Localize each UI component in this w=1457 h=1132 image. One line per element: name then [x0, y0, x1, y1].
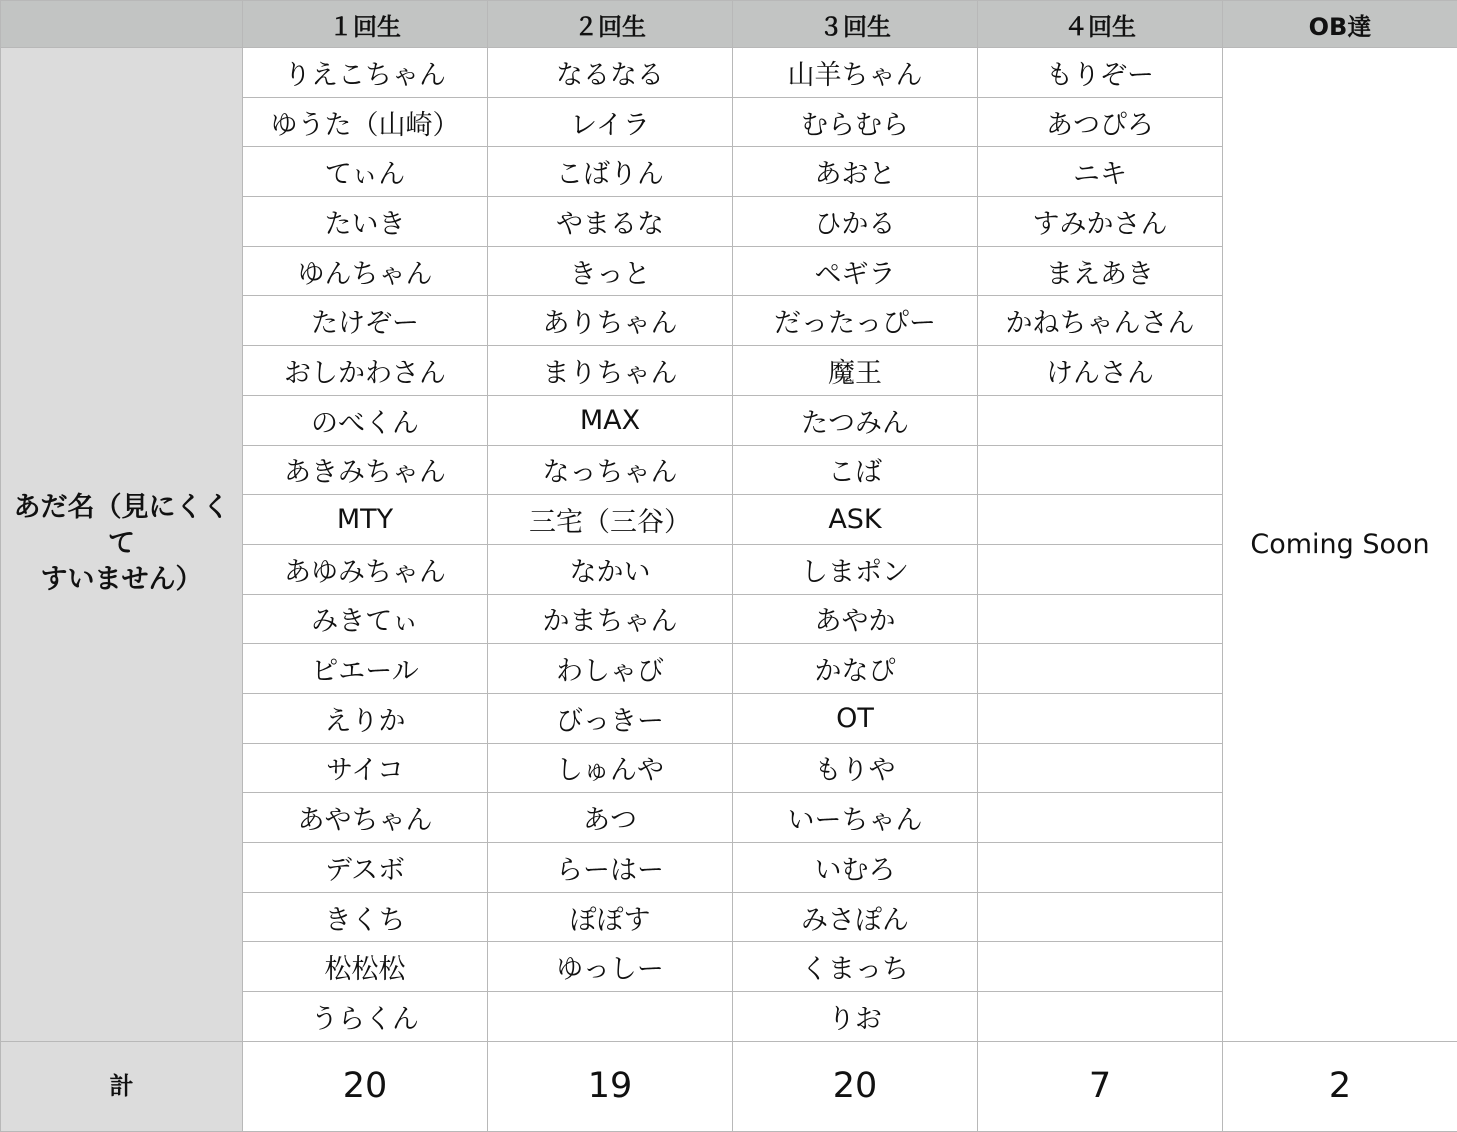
member-cell-year-3: りお: [733, 992, 978, 1042]
total-year-1: 20: [243, 1041, 488, 1131]
member-cell-year-2: かまちゃん: [488, 594, 733, 644]
member-cell-year-4: [978, 395, 1223, 445]
member-cell-year-2: ぽぽす: [488, 892, 733, 942]
header-year-4: ４回生: [978, 1, 1223, 48]
ob-coming-soon-cell: Coming Soon: [1223, 48, 1457, 1042]
roster-body: [1, 48, 1457, 1042]
member-cell-year-3: あおと: [733, 147, 978, 197]
nickname-row-label: [1, 48, 243, 1042]
member-cell-year-1: おしかわさん: [243, 346, 488, 396]
member-cell-year-1: りえこちゃん: [243, 48, 488, 98]
member-cell-year-2: MAX: [488, 395, 733, 445]
member-cell-year-2: まりちゃん: [488, 346, 733, 396]
member-cell-year-4: まえあき: [978, 246, 1223, 296]
member-cell-year-1: うらくん: [243, 992, 488, 1042]
member-cell-year-3: しまポン: [733, 544, 978, 594]
member-cell-year-2: しゅんや: [488, 743, 733, 793]
member-cell-year-4: [978, 743, 1223, 793]
member-cell-year-1: 松松松: [243, 942, 488, 992]
member-cell-year-3: だったっぴー: [733, 296, 978, 346]
member-cell-year-2: なるなる: [488, 48, 733, 98]
member-cell-year-1: みきてぃ: [243, 594, 488, 644]
member-cell-year-1: えりか: [243, 693, 488, 743]
member-cell-year-4: [978, 793, 1223, 843]
member-cell-year-2: こばりん: [488, 147, 733, 197]
member-cell-year-4: [978, 992, 1223, 1042]
member-cell-year-2: あつ: [488, 793, 733, 843]
member-cell-year-1: ゆんちゃん: [243, 246, 488, 296]
member-cell-year-4: もりぞー: [978, 48, 1223, 98]
member-cell-year-4: [978, 594, 1223, 644]
total-ob: 2: [1223, 1041, 1457, 1131]
total-year-4: 7: [978, 1041, 1223, 1131]
member-cell-year-2: ありちゃん: [488, 296, 733, 346]
member-cell-year-4: あつぴろ: [978, 97, 1223, 147]
member-cell-year-4: かねちゃんさん: [978, 296, 1223, 346]
table-row: [1, 48, 1457, 98]
member-cell-year-1: あゆみちゃん: [243, 544, 488, 594]
member-cell-year-3: こば: [733, 445, 978, 495]
member-cell-year-2: [488, 992, 733, 1042]
member-cell-year-3: ペギラ: [733, 246, 978, 296]
member-cell-year-4: [978, 843, 1223, 893]
member-cell-year-3: いむろ: [733, 843, 978, 893]
member-cell-year-4: ニキ: [978, 147, 1223, 197]
member-cell-year-2: ゆっしー: [488, 942, 733, 992]
member-cell-year-3: くまっち: [733, 942, 978, 992]
member-cell-year-2: 三宅（三谷）: [488, 495, 733, 545]
member-cell-year-4: [978, 693, 1223, 743]
member-cell-year-3: たつみん: [733, 395, 978, 445]
member-cell-year-3: ひかる: [733, 197, 978, 247]
header-year-1: １回生: [243, 1, 488, 48]
member-cell-year-1: ゆうた（山崎）: [243, 97, 488, 147]
header-row: [1, 1, 1457, 48]
member-cell-year-2: わしゃび: [488, 644, 733, 694]
member-cell-year-4: すみかさん: [978, 197, 1223, 247]
totals-row: [1, 1041, 1457, 1131]
member-cell-year-2: なかい: [488, 544, 733, 594]
member-cell-year-4: [978, 942, 1223, 992]
member-cell-year-2: なっちゃん: [488, 445, 733, 495]
total-year-3: 20: [733, 1041, 978, 1131]
member-cell-year-1: MTY: [243, 495, 488, 545]
member-cell-year-3: 山羊ちゃん: [733, 48, 978, 98]
member-cell-year-1: サイコ: [243, 743, 488, 793]
member-cell-year-2: レイラ: [488, 97, 733, 147]
member-cell-year-4: [978, 544, 1223, 594]
totals-label: 計: [1, 1041, 243, 1131]
member-cell-year-3: 魔王: [733, 346, 978, 396]
member-cell-year-1: ピエール: [243, 644, 488, 694]
member-cell-year-1: きくち: [243, 892, 488, 942]
member-cell-year-2: きっと: [488, 246, 733, 296]
member-cell-year-1: のべくん: [243, 395, 488, 445]
header-ob: OB達: [1223, 1, 1457, 48]
member-cell-year-4: [978, 495, 1223, 545]
member-cell-year-4: [978, 644, 1223, 694]
member-cell-year-3: かなぴ: [733, 644, 978, 694]
member-cell-year-1: てぃん: [243, 147, 488, 197]
header-year-2: ２回生: [488, 1, 733, 48]
total-year-2: 19: [488, 1041, 733, 1131]
member-cell-year-2: やまるな: [488, 197, 733, 247]
member-cell-year-4: [978, 445, 1223, 495]
member-cell-year-1: デスボ: [243, 843, 488, 893]
member-cell-year-1: あやちゃん: [243, 793, 488, 843]
nickname-label-line-2: すいません）: [1, 562, 242, 598]
member-cell-year-4: [978, 892, 1223, 942]
member-cell-year-3: みさぽん: [733, 892, 978, 942]
nickname-label-line-1: あだ名（見にくくて: [1, 490, 242, 562]
member-cell-year-3: ASK: [733, 495, 978, 545]
member-cell-year-3: いーちゃん: [733, 793, 978, 843]
member-cell-year-1: たけぞー: [243, 296, 488, 346]
member-cell-year-1: たいき: [243, 197, 488, 247]
member-cell-year-1: あきみちゃん: [243, 445, 488, 495]
header-year-3: ３回生: [733, 1, 978, 48]
member-cell-year-3: むらむら: [733, 97, 978, 147]
member-cell-year-3: もりや: [733, 743, 978, 793]
header-corner-cell: [1, 1, 243, 48]
member-cell-year-3: あやか: [733, 594, 978, 644]
member-cell-year-2: らーはー: [488, 843, 733, 893]
member-cell-year-3: OT: [733, 693, 978, 743]
member-cell-year-2: びっきー: [488, 693, 733, 743]
member-cell-year-4: けんさん: [978, 346, 1223, 396]
